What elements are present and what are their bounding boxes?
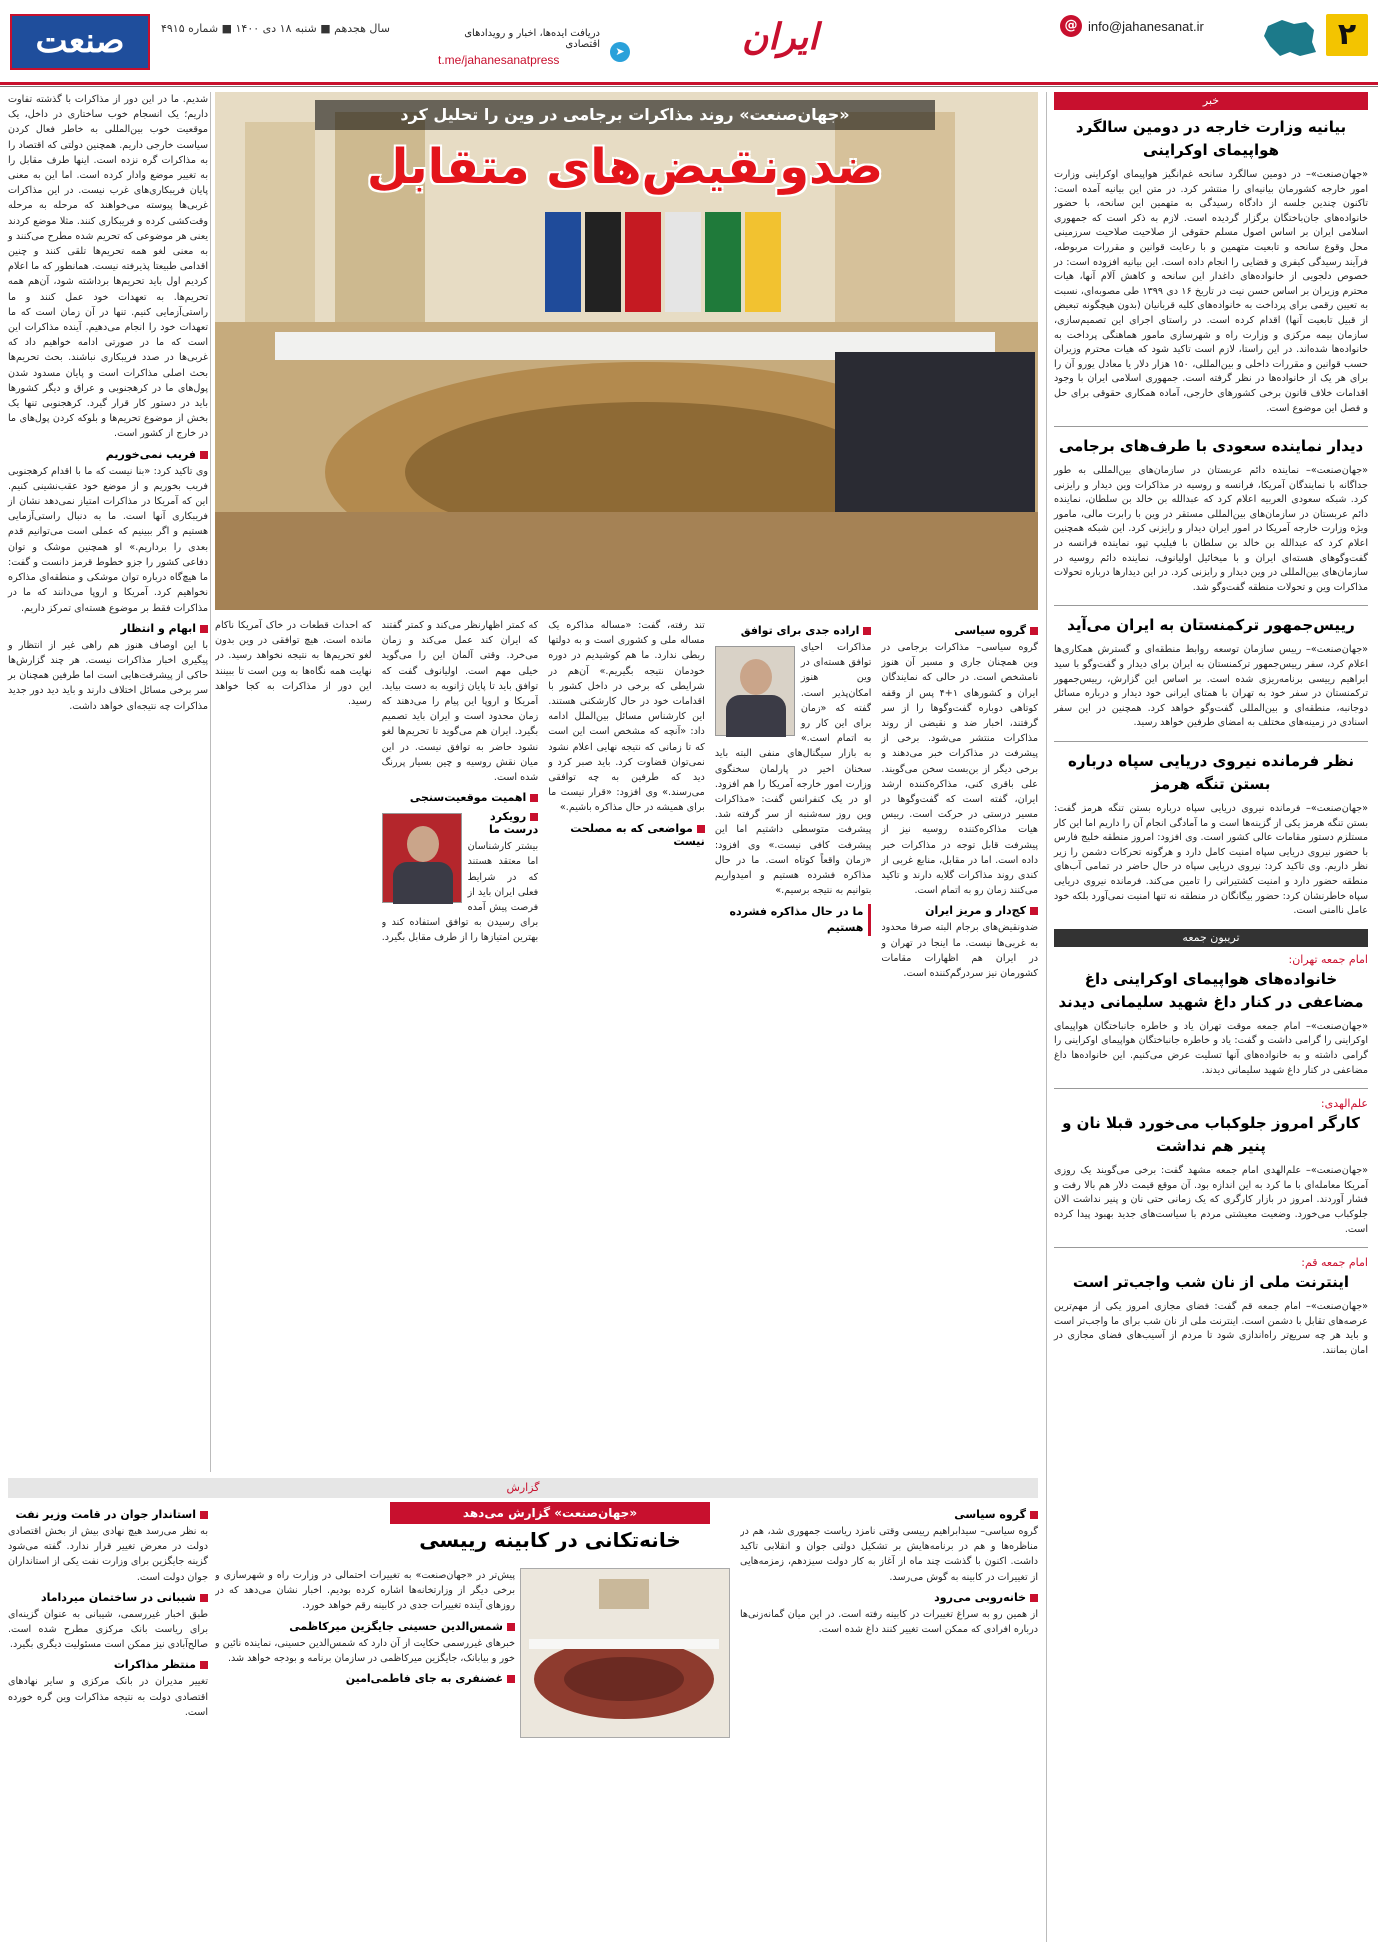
sidebar-news-item [1054, 1256, 1368, 1358]
section-title: ایران [741, 16, 819, 58]
article-text: خبرهای غیررسمی حکایت از آن دارد که شمس‌الدین حسینی، نماینده نائین و خور و بیابانک، جایگزین میرکاظمی در سازمان برنامه و بودجه خواهد شد. [215, 1637, 515, 1664]
sidebar-kicker: علم‌الهدی: [1320, 1097, 1368, 1111]
divider [1054, 605, 1368, 606]
telegram-url[interactable]: t.me/jahanesanatpress [438, 53, 560, 67]
square-bullet-icon [507, 1675, 515, 1683]
article-text: تند رفته، گفت: «مساله مذاکره یک مساله ملی و کشوری است و به دولتها ربطی ندارد. ما هم کوشیدیم در دوره خودمان نتیجه بگیریم.» آن‌هم در شرایطی که برخی در داخل کشور با اقدامات خود در حال کارشکنی هستند. این کارشناس مسائل بین‌الملل ادامه داد: «آنچه که مشخص است این است که تا زمانی که نتیجه نهایی اعلام نشود نمی‌توان قضاوت کرد. باید صبر کرد و دید که طرفین به چه توافقی می‌رسند.» وی افزود: «قرار نیست ما برای همیشه در حال مذاکره باشیم.» [548, 620, 705, 814]
sidebar-news-body: «جهان‌صنعت»– فرمانده نیروی دریایی سپاه درباره بستن تنگه هرمز گفت: بستن تنگه هرمز یکی از گزینه‌ها است و ما آمادگی انجام آن را داریم اما این کار مستلزم دستور مقامات عالی کشور است. وی افزود: امروز منطقه خلیج فارس با حضور نیروی دریایی سپاه امنیت کامل دارد و هرگونه تحرکات دشمن را زیر نظر داریم. وی تاکید کرد: نیروی دریایی سپاه در حال حاضر در تمامی آب‌های منطقه حضور دارد و امنیت کشتیرانی را تامین می‌کند. فرمانده نیروی دریایی سپاه خاطرنشان کرد: حضور بیگانگان در منطقه نه تنها امنیت نمی‌آورد بلکه خود عامل ناامنی است. [1054, 803, 1368, 917]
sidebar-news-body: «جهان‌صنعت»– در دومین سالگرد سانحه غم‌انگیز هواپیمای اوکراینی وزارت امور خارجه کشورمان بیانیه‌ای را منتشر کرد. در متن این بیانیه آمده است: تاکنون چندین جلسه از دادگاه رسیدگی به متهمین این سانحه، با حضور خانواده‌های جان‌باختگان برگزار گردیده است. لازم به ذکر است که جمهوری اسلامی ایران بر اساس اصول مسلم حقوقی از صلاحیت صلاحیت سرزمینی محل وقوع سانحه و تابعیت متهمین و با رعایت قوانین و مقررات مربوطه، فرآیند رسیدگی کیفری و قضایی را انجام داده است. این بیانیه افزوده است: در خصوص دلجویی از خانواده‌های داغدار این سانحه و کاهش آلام آنها، هیات محترم وزیران بر اساس حسن نیت در تاریخ ۱۶ دی ۱۳۹۹ طی مصوبه‌ای، نسبت به تعیین رقمی برای پرداخت به خانواده‌های کلیه قربانیان (بدون هیچگونه تبعیض از قبیل تابعیت آنها) اقدام کرده است. در راستای اجرای این تصمیم‌سازی، سازمان بیمه مرکزی و وزارت راه و شهرسازی مامور هماهنگی پرداخت به خانواده‌ها شده‌اند. در این راستا، لازم است تاکید شود که هیات محترم وزیران حسب قوانین و مقررات داخلی و بین‌المللی، ۱۵۰ هزار دلار یا معادل یورو آن را برای هر یک از خانواده‌ها در نظر گرفته است. جمهوری اسلامی ایران با وجود اقدامات خلاف قانون برخی کشورهای خارجی، آماده همکاری حقوقی برای حل و فصل این موضوع است. [1054, 169, 1368, 414]
sidebar-news-title: خانواده‌های هواپیمای اوکراینی داغ مضاعفی در کنار داغ شهید سلیمانی دیدند [1058, 969, 1364, 1011]
sidebar-news-body: «جهان‌صنعت»– امام جمعه قم گفت: فضای مجازی امروز یکی از مهم‌ترین عرصه‌های تقابل با دشمن است. اینترنت ملی از نان شب برای ما واجب‌تر است و باید هر چه سریع‌تر راه‌اندازی شود تا مردم از آسیب‌های فضای مجازی در امان بمانند. [1054, 1301, 1368, 1356]
column-divider [1046, 92, 1047, 1942]
article-text: به نظر می‌رسد هیچ نهادی بیش از بخش اقتصادی دولت در معرض تغییر قرار ندارد. گفته می‌شود گزینه جایگزین برای وزارت نفت یکی از استانداران جوان دولت است. [8, 1526, 208, 1583]
square-bullet-icon [530, 794, 538, 802]
article-text: که کمتر اظهارنظر می‌کند و کمتر گفتند که ایران کند عمل می‌کند و زمان می‌خرد. وقتی آلمان این را می‌گوید خیلی مهم است. اولیانوف گفت که توافق باید تا پایان ژانویه به دست بیاید. آمریکا و اروپا این پیام را می‌دهند که زمان محدود است و ایران باید تصمیم بگیرد. ایران هم می‌گوید تا تحریم‌ها لغو نشود حاضر به توافق نیست. در این میان نقش روسیه و چین بسیار پررنگ شده است. [381, 620, 539, 784]
analyst-portrait [382, 813, 462, 903]
square-bullet-icon [200, 451, 208, 459]
article-text: مذاکرات احیای توافق هسته‌ای در وین هنوز امکان‌پذیر است. گفته که «زمان برای این کار رو به اتمام است.» به بازار سیگنال‌های منفی البته باید سخنان اخیر در پارلمان سخنگوی وزارت امور خارجه آمریکا را هم افزود. او در یک کنفرانس گفت: «مذاکرات وین روز سه‌شنبه از سر گرفته شد. پیشرفت متوسطی داشتیم اما این پیشرفت کافی نیست.» وی افزود: «زمان واقعاً کوتاه است. ما در حال مذاکره فشرده هستیم و امیدواریم بتوانیم به نتیجه برسیم.» [714, 642, 872, 897]
article-text: تغییر مدیران در بانک مرکزی و سایر نهادهای اقتصادی دولت به نتیجه مذاکرات وین گره خورده است. [8, 1676, 208, 1718]
article-column [715, 618, 872, 1458]
subheading: رویکرد درست ما [489, 810, 539, 837]
report-column [740, 1502, 1038, 1942]
page-number: ۲ [1326, 14, 1368, 56]
square-bullet-icon [1030, 907, 1038, 915]
sidebar-news-body: «جهان‌صنعت»– علم‌الهدی امام جمعه مشهد گفت: برخی می‌گویند یک روزی آمریکا معامله‌ای با ما کرد به این اندازه بود. آن موقع قیمت دلار هم بالا رفت و فشار آوردند. امروز در بازار کارگری که یک زمانی حتی نان و پنیر نداشت الان جلوکباب می‌خورد. وضعیت معیشتی مردم با سیاست‌های جدید بهبود پیدا کرده است. [1054, 1165, 1368, 1235]
issue-info: سال هجدهم ■ شنبه ۱۸ دی ۱۴۰۰ ■ شماره ۴۹۱۵ [160, 22, 390, 35]
sidebar-news-title: کارگر امروز جلوکباب می‌خورد قبلا نان و پنیر هم نداشت [1062, 1114, 1360, 1156]
sidebar-news-body: «جهان‌صنعت»– نماینده دائم عربستان در سازمان‌های بین‌المللی به طور جداگانه با نمایندگان آمریکا، فرانسه و روسیه در مذاکرات وین دیدار و رایزنی کرد. شبکه سعودی العربیه اعلام کرد که عبدالله بن خالد بن سلطان، نماینده دائم عربستان در سازمان‌های بین‌المللی مستقر در وین با رابرت مالی، مامور ویژه وزارت خارجه آمریکا در امور ایران دیدار و رایزنی کرد. این شبکه همچنین اعلام کرد که عبدالله بن خالد بن سلطان با فیلیپ تپو، نماینده فرانسه در گفت‌وگوهای هسته‌ای ایران و با میخائیل اولیانوف، نماینده دائم روسیه در سازمان‌های بین‌المللی در وین دیدار و رایزنی کرد. در این دیدارها درباره تحولات مذاکرات وین و تحولات منطقه گفت‌وگو شد. [1054, 465, 1368, 593]
article-text: از همین رو به سراغ تغییرات در کابینه رفته است. در این میان گمانه‌زنی‌ها درباره افرادی که ممکن است تغییر کنند داغ شده است. [740, 1608, 1038, 1636]
news-sidebar [1054, 92, 1368, 1942]
square-bullet-icon [200, 1661, 208, 1669]
sidebar-news-title: دیدار نماینده سعودی با طرف‌های برجامی [1058, 437, 1364, 456]
square-bullet-icon [530, 813, 538, 821]
article-text: گروه سیاسی– سیدابراهیم رییسی وقتی نامزد ریاست جمهوری شد، هم در مناظره‌ها و هم در برنامه‌هایش بر تشکیل دولتی جوان و انقلابی تاکید داشت. اکنون با گذشت چند ماه از آغاز به کار دولت سیزدهم، زمزمه‌هایی از تغییرات در کابینه به گوش می‌رسد. [740, 1526, 1038, 1583]
page-header [0, 0, 1378, 82]
sidebar-news-body: «جهان‌صنعت»– رییس سازمان توسعه روابط منطقه‌ای و گسترش همکاری‌ها اعلام کرد، سفر رییس‌جمهور ترکمنستان به ایران برای دیدار و گفت‌وگو با سید ابراهیم رییسی برنامه‌ریزی شده است. بر اساس این گزارش، رییس‌جمهور ترکمنستان در سفر خود به تهران با همتای ایرانی خود دیدار و درباره مسائل دوجانبه، منطقه‌ای و بین‌المللی گفت‌وگو خواهد کرد. همچنین در این سفر اسنادی در زمینه‌های مختلف به امضای طرفین خواهد رسید. [1054, 644, 1368, 729]
article-column [548, 618, 705, 1458]
sidebar-news-item [1054, 953, 1368, 1078]
article-text: طبق اخبار غیررسمی، شیبانی به عنوان گزینه‌ای برای ریاست بانک مرکزی مطرح شده است. صالح‌آبادی نیز ممکن است مسئولیت دیگری بگیرد. [8, 1608, 208, 1651]
divider [1054, 426, 1368, 427]
sidebar-news-body: «جهان‌صنعت»– امام جمعه موقت تهران یاد و خاطره جانباختگان هواپیمای اوکراینی را گرامی داشت و گفت: یاد و خاطره جانباختگان هواپیمای اوکراینی را گرامی داشته و به خانواده‌های آنها تسلیت عرض می‌کنیم. این خانواده‌ها داغ مضاعفی در کنار داغ شهید سلیمانی دیدند. [1054, 1020, 1368, 1076]
cabinet-room-graphic [520, 1569, 729, 1738]
sidebar-news-item [1054, 116, 1368, 416]
subheading: غضنفری به جای فاطمی‌امین [215, 1672, 515, 1685]
subheading: فریب نمی‌خوریم [8, 448, 208, 461]
subheading: استاندار جوان در قامت وزیر نفت [8, 1508, 208, 1521]
report-column [8, 1502, 208, 1942]
square-bullet-icon [200, 1594, 208, 1602]
square-bullet-icon [697, 825, 705, 833]
divider [1054, 1247, 1368, 1248]
subheading: اراده جدی برای توافق [715, 624, 872, 637]
sidebar-news-title: رییس‌جمهور ترکمنستان به ایران می‌آید [1067, 616, 1355, 635]
article-text: بیشتر کارشناسان اما معتقد هستند که در شرایط فعلی ایران باید از فرصت پیش آمده برای رسیدن به توافق استفاده کند و بهترین امتیازها را از طرف مقابل بگیرد. [381, 841, 539, 944]
lead-headline: ضدونقیض‌های متقابل [366, 139, 884, 195]
report-kicker: «جهان‌صنعت» گزارش می‌دهد [390, 1502, 710, 1524]
sidebar-kicker: امام جمعه قم: [1301, 1256, 1368, 1270]
telegram-channel[interactable] [430, 28, 630, 76]
lead-continuation-column [8, 92, 208, 1452]
sidebar-label-friday: تریبون جمعه [1054, 929, 1368, 947]
sidebar-news-item [1054, 750, 1368, 919]
subheading: منتظر مذاکرات [8, 1658, 208, 1671]
sidebar-news-title: نظر فرمانده نیروی دریایی سپاه درباره بستن تنگه هرمز [1068, 752, 1354, 793]
header-rule [0, 82, 1378, 85]
article-text: شدیم. ما در این دور از مذاکرات با گذشته تفاوت داریم؛ یک انسجام خوب ساختاری در داخل، یک موقعیت خوب بین‌المللی به خاطر فعال کردن سیاست خارجی داریم. همچنین دولتی که اقتصاد را به مذاکرات گره نزده است. اینها طرف مقابل را به تغییر موضع وادار کرده است. اما این به معنی پایان فریبکاری‌های غرب نیست. در این مذاکرات غربی‌ها پیوسته می‌خواهند که مرحله به مرحله وقت‌کشی کرده و فریبکاری کنند. مثلا موضع کردند یعنی هر موضوعی که تحریم شده مطرح می‌کنند و به معنی لغو همه تحریم‌ها تلقی کنند و چنین اقدامی طبیعتا پذیرفته نیست. همانطور که ما اعلام کردیم اول باید تحریم‌ها برداشته شود، آن‌هم همه تحریم‌ها. به تعهدات خود عمل کنند و ما راستی‌آزمایی کنیم. تنها در آن زمان است که ما تعهدات خود را انجام می‌دهیم. آینده مذاکرات این است که ما در صورتی ادامه خواهیم داد که غربی‌ها در صدد فریبکاری نباشند. بحث تحریم‌ها بحث اصلی مذاکرات است و پایان مسدود شدن پول‌های ما در کرهجنوبی و عراق و دیگر کشورها باید در دستور کار قرار گیرد. کرهجنوبی تنها یک بخش از موضوع تحریم‌ها و بلوکه کردن پول‌های ما در خارج از کشور است. [8, 94, 208, 440]
analyst-portrait [715, 646, 795, 736]
article-text: که احداث قطعات در خاک آمریکا ناکام مانده است. هیچ توافقی در وین بدون لغو تحریم‌ها به نتیجه نخواهد رسید. در نهایت همه نگاه‌ها به وین است تا ببینند این دور از مذاکرات به کجا خواهد رسید. [215, 620, 372, 708]
header-rule-thin [0, 86, 1378, 87]
divider [1054, 1088, 1368, 1089]
article-column [881, 618, 1038, 1458]
subheading: مواضعی که به مصلحت نیست [570, 821, 705, 848]
column-divider [210, 92, 211, 1472]
article-text: گروه سیاسی– مذاکرات برجامی در وین همچنان جاری و مسیر آن هنوز نامشخص است. در حالی که نمایندگان ایران و کشورهای ۱+۴ پس از وقفه کوتاهی دوباره گفت‌وگوها را از سر گرفتند، اخبار ضد و نقیضی از روند مذاکرات منتشر می‌شود. برخی از پیشرفت در مذاکرات خبر می‌دهند و برخی دیگر از بن‌بست سخن می‌گویند. علی باقری کنی، مذاکره‌کننده ارشد ایران، گفته است که گفت‌وگوها در مسیر درستی در حرکت است. رییس هیات مذاکره‌کننده روسیه نیز از پیشرفت قابل توجه در مذاکرات خبر داده است. اما در مقابل، منابع غربی از کندی روند مذاکرات گلایه دارند و تاکید می‌کنند زمان رو به اتمام است. [881, 642, 1038, 897]
byline: گروه سیاسی [740, 1508, 1038, 1521]
lead-photo [215, 92, 1038, 610]
subheading: اهمیت موقعیت‌سنجی [382, 791, 539, 804]
subheading: خانه‌روبی می‌رود [740, 1591, 1038, 1604]
square-bullet-icon [1030, 627, 1038, 635]
sidebar-news-title: اینترنت ملی از نان شب واجب‌تر است [1072, 1273, 1350, 1292]
subheading: کج‌دار و مریز ایران [881, 904, 1038, 917]
square-bullet-icon [200, 1511, 208, 1519]
square-bullet-icon [863, 627, 871, 635]
article-text: با این اوصاف هنوز هم راهی غیر از انتظار و پیگیری اخبار مذاکرات نیست. هر چند گزارش‌ها حاکی از پیشرفت‌هایی است اما طرفین همچنان بر سر برخی مسائل اختلاف دارند و باید دید دور جدید مذاکرات چه نتیجه‌ای خواهد داشت. [8, 639, 208, 712]
sidebar-label-news: خبر [1054, 92, 1368, 110]
newspaper-logo: صنعت [10, 14, 150, 70]
article-column [382, 618, 539, 1458]
square-bullet-icon [200, 625, 208, 633]
article-text: وی تاکید کرد: «بنا نیست که ما با اقدام کرهجنوبی فریب بخوریم و از موضع خود عقب‌نشینی کنیم. این که آمریکا در مذاکرات امتیاز نمی‌دهد نشان از فریبکاری آنها است. ما به دنبال راستی‌آزمایی هستیم و اگر ببینیم که عملی است می‌توانیم قدم بعدی را برداریم.» او همچنین موشک و توان دفاعی کشور را جزو خطوط قرمز دانست و گفت: ما هیچ‌گاه درباره توان موشکی و منطقه‌ای مذاکره نخواهیم کرد. آمریکا و اروپا می‌دانند که ما در مذاکرات فقط بر موضوع هسته‌ای تمرکز داریم. [8, 465, 208, 614]
sidebar-news-item [1054, 1097, 1368, 1237]
lead-article-columns [215, 618, 1038, 1458]
byline: گروه سیاسی [881, 624, 1038, 637]
subheading: شیبانی در ساختمان میرداماد [8, 1591, 208, 1604]
pull-quote: ما در حال مذاکره فشرده هستیم [715, 904, 872, 936]
lead-kicker: «جهان‌صنعت» روند مذاکرات برجامی در وین را تحلیل کرد [315, 100, 935, 130]
article-column [215, 618, 372, 1458]
square-bullet-icon [1030, 1594, 1038, 1602]
email-icon: @ [1060, 15, 1082, 37]
sidebar-news-title: بیانیه وزارت خارجه در دومین سالگرد هواپیمای اوکراینی [1075, 118, 1347, 159]
sidebar-news-item [1054, 614, 1368, 731]
telegram-label: دریافت ایده‌ها، اخبار و رویدادهای اقتصادی [464, 28, 600, 50]
square-bullet-icon [507, 1623, 515, 1631]
sidebar-news-item [1054, 435, 1368, 595]
square-bullet-icon [1030, 1511, 1038, 1519]
email-contact[interactable] [1060, 12, 1250, 40]
subheading: شمس‌الدین حسینی جایگزین میرکاظمی [215, 1620, 515, 1633]
report-section-bar: گزارش [8, 1478, 1038, 1498]
report-headline: خانه‌تکانی در کابینه رییسی [419, 1528, 681, 1552]
cabinet-meeting-photo [520, 1568, 730, 1738]
report-column [215, 1568, 515, 1942]
subheading: ابهام و انتظار [8, 622, 208, 635]
sidebar-kicker: امام جمعه تهران: [1288, 952, 1368, 966]
iran-map-icon [1260, 16, 1320, 60]
article-text: پیش‌تر در «جهان‌صنعت» به تغییرات احتمالی در وزارت راه و شهرسازی و برخی دیگر از وزارتخانه‌ها اشاره کرده بودیم. اخبار نشان می‌دهد که در روزهای آینده تغییرات جدی در کابینه رقم خواهد خورد. [215, 1570, 515, 1612]
article-text: ضدونقیض‌های برجام البته صرفا محدود به غربی‌ها نیست. ما اینجا در تهران و در ایران هم اظهارات مقامات کشورمان نیز سردرگم‌کننده است. [881, 922, 1038, 980]
email-address[interactable]: info@jahanesanat.ir [1088, 18, 1204, 34]
telegram-icon: ➤ [610, 42, 630, 62]
divider [1054, 741, 1368, 742]
